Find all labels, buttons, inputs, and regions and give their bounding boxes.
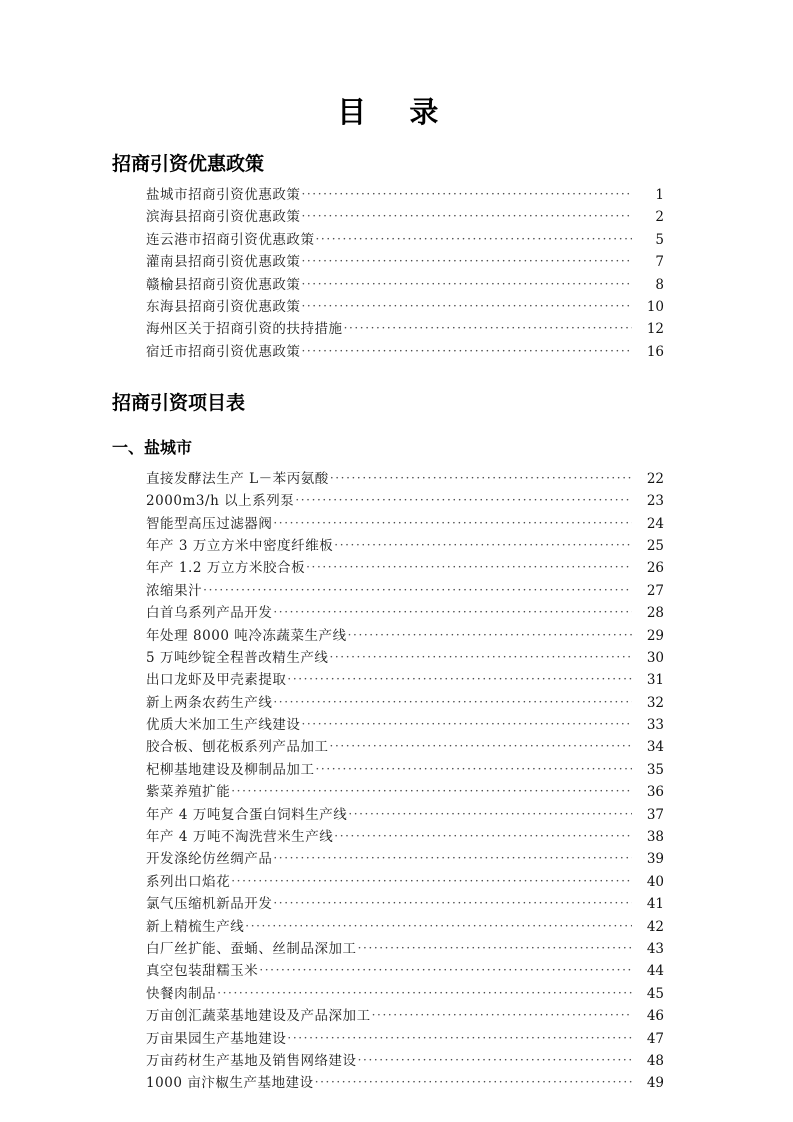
toc-entry-page-number: 1 [655,186,664,203]
toc-entry-page-number: 43 [646,941,664,957]
toc-leader-dots [315,1076,632,1088]
toc-leader-dots [245,920,632,932]
section-heading-projects: 招商引资项目表 [112,392,246,415]
toc-entry[interactable] [112,627,664,652]
toc-entry-title: 氯气压缩机新品开发 [146,896,273,913]
toc-entry-title: 杞柳基地建设及柳制品加工 [146,761,315,778]
toc-entry[interactable] [112,470,664,495]
toc-entry[interactable] [112,231,664,256]
toc-entry[interactable] [112,562,664,584]
toc-entry-page-number: 38 [646,829,664,846]
toc-entry-title: 系列出口焰花 [146,873,231,890]
toc-entry-page-number: 45 [646,985,664,1002]
toc-leader-dots [301,300,632,312]
toc-leader-dots [295,494,632,506]
toc-entry-page-number: 31 [646,672,664,689]
toc-entry-title: 真空包装甜糯玉米 [146,963,259,980]
toc-leader-dots [348,808,632,820]
toc-leader-dots [301,188,632,200]
toc-entry[interactable] [112,853,664,875]
toc-entry[interactable] [112,985,664,1010]
toc-entry[interactable] [112,298,664,323]
toc-entry-title: 年产 3 万立方米中密度纤维板 [146,537,334,554]
toc-entry[interactable] [112,786,664,808]
toc-entry[interactable] [112,649,664,674]
toc-entry-title: 白首乌系列产品开发 [146,605,273,622]
toc-entry-page-number: 26 [646,560,664,577]
toc-leader-dots [301,345,632,357]
toc-entry-page-number: 28 [646,605,664,622]
toc-entry-title: 万亩创汇蔬菜基地建设及产品深加工 [146,1008,371,1025]
toc-entry-page-number: 10 [646,298,664,315]
toc-entry-page-number: 29 [646,627,664,644]
toc-leader-dots [273,606,632,618]
toc-leader-dots [231,875,632,887]
toc-entry-title: 浓缩果汁 [146,582,203,599]
toc-leader-dots [273,852,632,864]
toc-leader-dots [358,942,632,954]
toc-leader-dots [259,964,632,976]
toc-entry[interactable] [112,1030,664,1055]
toc-entry[interactable] [112,918,664,943]
subsection-heading-yancheng: 一、盐城市 [112,438,193,457]
toc-entry-title: 智能型高压过滤器阀 [146,515,273,532]
toc-entry[interactable] [112,537,664,562]
toc-entry-title: 万亩果园生产基地建设 [146,1030,287,1047]
toc-entry-title: 直接发酵法生产 L－苯丙氨酸 [146,470,329,487]
toc-leader-dots [203,584,632,596]
toc-entry-page-number: 47 [646,1030,664,1047]
toc-leader-dots [287,673,632,685]
toc-entry-title: 万亩药材生产基地及销售网络建设 [146,1052,357,1069]
toc-entry[interactable] [112,256,664,278]
toc-entry[interactable] [112,276,664,301]
toc-entry-page-number: 12 [646,321,664,338]
toc-entry-page-number: 42 [646,918,664,935]
toc-entry-title: 胶合板、刨花板系列产品加工 [146,739,329,756]
toc-entry[interactable] [112,694,664,719]
toc-entry-title: 5 万吨纱锭全程普改精生产线 [146,649,329,666]
toc-entry[interactable] [112,674,664,696]
toc-leader-dots [358,1054,632,1066]
toc-entry-title: 年处理 8000 吨冷冻蔬菜生产线 [146,627,347,644]
toc-leader-dots [330,740,632,752]
toc-entry-title: 优质大米加工生产线建设 [146,717,301,734]
toc-entry-title: 紫菜养殖扩能 [146,784,231,801]
toc-entry-page-number: 30 [646,649,664,666]
toc-entry-page-number: 36 [646,784,664,801]
toc-leader-dots [315,233,632,245]
toc-leader-dots [372,1009,632,1021]
toc-entry-page-number: 37 [646,806,664,823]
toc-leader-dots [301,210,632,222]
toc-entry-page-number: 24 [646,515,664,532]
toc-entry-title: 滨海县招商引资优惠政策 [146,209,301,226]
toc-leader-dots [273,696,632,708]
page-title: 目 录 [337,95,439,129]
toc-entry-page-number: 32 [646,694,664,711]
toc-leader-dots [217,987,632,999]
toc-entry[interactable] [112,761,664,786]
toc-entry-page-number: 16 [646,343,664,360]
toc-leader-dots [301,255,632,267]
toc-list-yancheng [112,470,664,1100]
toc-entry[interactable] [112,806,664,831]
toc-entry-title: 1000 亩汴椒生产基地建设 [146,1075,314,1092]
toc-entry-page-number: 40 [646,873,664,890]
toc-leader-dots [334,830,632,842]
toc-entry-page-number: 8 [655,276,664,293]
toc-leader-dots [301,278,632,290]
toc-entry-title: 新上精梳生产线 [146,918,245,935]
toc-entry[interactable] [112,1077,664,1099]
toc-entry[interactable] [112,873,664,898]
toc-entry-page-number: 46 [646,1008,664,1025]
toc-entry-page-number: 2 [655,209,664,226]
toc-entry-page-number: 27 [646,582,664,599]
toc-entry-page-number: 22 [646,470,664,487]
toc-leader-dots [231,785,632,797]
toc-entry-title: 连云港市招商引资优惠政策 [146,231,315,248]
page-content [112,0,664,1100]
toc-entry[interactable] [112,1010,664,1032]
toc-entry[interactable] [112,607,664,629]
toc-list-policies [112,186,664,368]
toc-entry[interactable] [112,323,664,345]
toc-entry[interactable] [112,343,664,368]
toc-entry-title: 开发涤纶仿丝绸产品 [146,851,273,868]
toc-entry[interactable] [112,211,664,233]
toc-entry[interactable] [112,1052,664,1077]
toc-entry[interactable] [112,741,664,763]
toc-entry-page-number: 39 [646,851,664,868]
toc-entry-page-number: 25 [646,537,664,554]
toc-entry-title: 快餐肉制品 [146,985,217,1002]
toc-leader-dots [334,539,632,551]
toc-entry[interactable] [112,582,664,607]
toc-entry-title: 盐城市招商引资优惠政策 [146,186,301,203]
toc-entry-page-number: 41 [646,896,664,913]
toc-entry-page-number: 35 [646,761,664,778]
toc-entry[interactable] [112,898,664,920]
toc-entry-title: 2000m3/h 以上系列泵 [146,493,295,510]
toc-entry-page-number: 7 [655,254,664,271]
toc-entry[interactable] [112,186,664,211]
toc-leader-dots [287,1032,632,1044]
toc-leader-dots [330,472,632,484]
section-heading-policies: 招商引资优惠政策 [112,153,265,175]
toc-entry-page-number: 23 [646,493,664,510]
toc-entry-title: 灌南县招商引资优惠政策 [146,254,301,271]
toc-leader-dots [348,629,632,641]
toc-leader-dots [344,322,632,334]
toc-entry-page-number: 48 [646,1052,664,1069]
toc-entry-title: 年产 1.2 万立方米胶合板 [146,560,306,577]
toc-entry-page-number: 44 [646,963,664,980]
toc-entry-title: 年产 4 万吨不淘洗营米生产线 [146,829,334,846]
toc-entry-title: 宿迁市招商引资优惠政策 [146,343,301,360]
toc-leader-dots [329,651,632,663]
toc-leader-dots [301,718,632,730]
toc-entry[interactable] [112,515,664,540]
toc-leader-dots [306,561,632,573]
toc-entry-title: 东海县招商引资优惠政策 [146,298,301,315]
toc-entry[interactable] [112,495,664,517]
toc-entry-page-number: 5 [655,231,664,248]
toc-entry-page-number: 49 [646,1075,664,1092]
toc-entry-title: 海州区关于招商引资的扶持措施 [146,321,343,338]
toc-entry-title: 赣榆县招商引资优惠政策 [146,276,301,293]
toc-entry-title: 年产 4 万吨复合蛋白饲料生产线 [146,806,348,823]
toc-entry-title: 出口龙虾及甲壳素提取 [146,672,287,689]
toc-leader-dots [273,517,632,529]
toc-entry[interactable] [112,965,664,987]
toc-entry-title: 新上两条农药生产线 [146,694,273,711]
toc-leader-dots [315,763,632,775]
toc-leader-dots [273,897,632,909]
toc-entry-page-number: 33 [646,717,664,734]
toc-entry-page-number: 34 [646,739,664,756]
toc-entry-title: 白厂丝扩能、蚕蛹、丝制品深加工 [146,941,357,957]
